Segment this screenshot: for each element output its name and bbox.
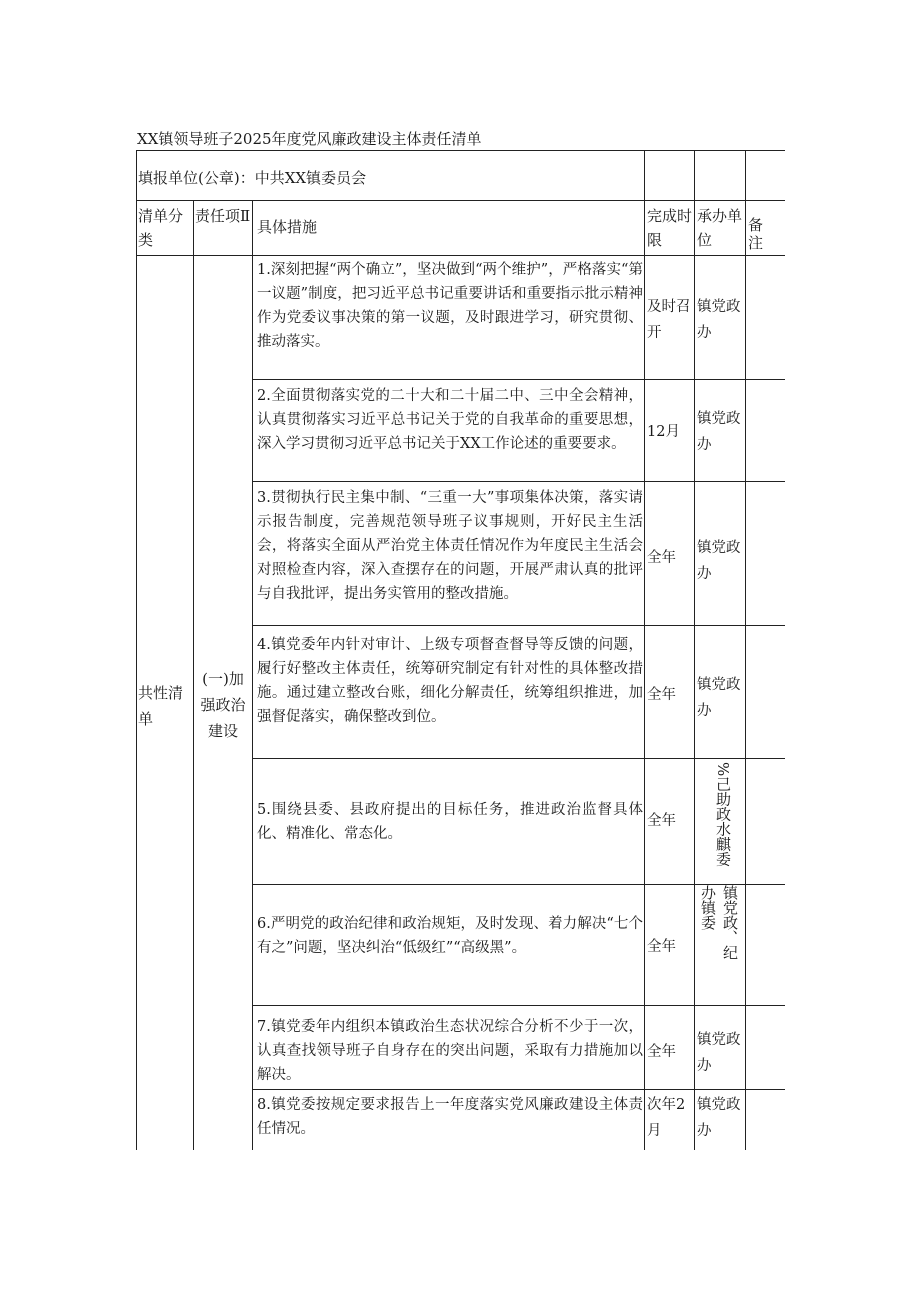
table-line <box>694 150 695 1150</box>
table-border-top <box>137 150 785 151</box>
responsible-unit: %己助政水麒委 <box>714 762 732 867</box>
header-category: 清单分类 <box>138 207 184 249</box>
responsible-unit: 镇党政办 <box>697 677 741 719</box>
measure-text: 2.全面贯彻落实党的二十大和二十届二中、三中全会精神，认真贯彻落实习近平总书记关于党的自我革命的重要思想，深入学习贯彻习近平总书记关于XX工作论述的重要要求。 <box>257 388 643 452</box>
table-border-left <box>136 150 137 1150</box>
header-time: 完成时限 <box>647 207 693 249</box>
measure-text: 4.镇党委年内针对审计、上级专项督查督导等反馈的问题，履行好整改主体责任，统筹研究制定有针对性的具体整改措施。通过建立整改台账，细化分解责任，统筹组织推进，加强督促落实，确保整改到位。 <box>257 637 643 725</box>
category-cell: 共性清单 <box>138 684 184 728</box>
time-limit: 及时召开 <box>647 299 691 341</box>
time-limit: 12月 <box>647 424 680 440</box>
header-item: 责任项Ⅱ <box>195 207 251 225</box>
time-limit: 全年 <box>647 687 676 703</box>
responsible-unit: 镇党政办 <box>697 299 741 341</box>
table-line <box>253 481 785 482</box>
time-limit: 全年 <box>647 1044 676 1060</box>
item-cell: (一)加强政治建设 <box>200 670 246 740</box>
time-limit: 全年 <box>647 939 676 955</box>
header-measure: 具体措施 <box>257 218 318 236</box>
header-note: 备注 <box>748 216 764 252</box>
reporting-unit-label: 填报单位(公章)：中共XX镇委员会 <box>138 169 367 187</box>
page-title: XX镇领导班子2025年度党风廉政建设主体责任清单 <box>137 130 482 148</box>
responsible-unit: 镇党政办 <box>697 411 741 453</box>
measure-text: 7.镇党委年内组织本镇政治生态状况综合分析不少于一次，认真查找领导班子自身存在的突出问题，采取有力措施加以解决。 <box>257 1019 643 1083</box>
table-line <box>252 200 253 1150</box>
measure-text: 8.镇党委按规定要求报告上一年度落实党风廉政建设主体责任情况。 <box>257 1097 643 1137</box>
responsible-unit: 镇党政办 <box>697 540 741 582</box>
measure-text: 5.围绕县委、县政府提出的目标任务，推进政治监督具体化、精准化、常态化。 <box>257 802 643 842</box>
time-limit: 次年2月 <box>647 1097 686 1139</box>
table-line <box>137 255 785 256</box>
measure-text: 1.深刻把握“两个确立”，坚决做到“两个维护”，严格落实“第一议题”制度，把习近平总书记重要讲话和重要指示批示精神作为党委议事决策的第一议题，及时跟进学习，研究贯彻、推动落实。 <box>257 262 643 350</box>
table-line <box>745 150 746 1150</box>
table-line <box>253 379 785 380</box>
header-org: 承办单位 <box>697 207 743 249</box>
table-line <box>253 1005 785 1006</box>
measure-text: 6.严明党的政治纪律和政治规矩，及时发现、着力解决“七个有之”问题，坚决纠治“低级红”“高级黑”。 <box>257 916 643 956</box>
table-line <box>253 1089 785 1090</box>
measure-text: 3.贯彻执行民主集中制、“三重一大”事项集体决策，落实请示报告制度，完善规范领导班子议事规则，开好民主生活会，将落实全面从严治党主体责任情况作为年度民主生活会对照检查内容，深入查摆存在的问题，开展严肃认真的批评与自我批评，提出务实管用的整改措施。 <box>257 490 643 602</box>
responsible-unit: 镇党政办 <box>697 1097 741 1139</box>
responsible-unit: 镇党政、纪办镇委 <box>699 885 739 960</box>
table-line <box>253 758 785 759</box>
time-limit: 全年 <box>647 550 676 566</box>
table-line <box>253 625 785 626</box>
table-line <box>137 200 785 201</box>
responsible-unit: 镇党政办 <box>697 1032 741 1074</box>
time-limit: 全年 <box>647 813 676 829</box>
table-line <box>644 150 645 1150</box>
table-line <box>193 200 194 1150</box>
